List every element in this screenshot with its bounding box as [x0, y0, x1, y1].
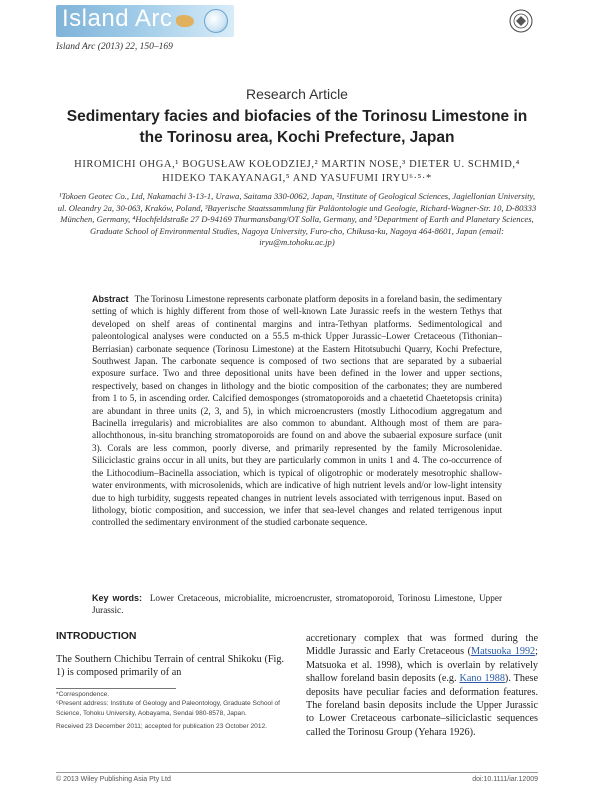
abstract-text: The Torinosu Limestone represents carbonate platform deposits in a foreland basin, the sedimentary setting of which is highly different from those of well-known Late Jurassic reefs in the western Tethys that developed on shelf areas of continental margins and intra-Tethyan platforms. Sedimentological and paleontological analyses were conducted on a 55.5 m-thick Upper Jurassic–Lower Cretaceous (Tithonian–Berriasian) carbonate sequence (Torinosu Limestone) at the Eastern Hitotsubuchi Quarry, Kochi Prefecture, Southwest Japan. The carbonate sequence is composed of two sections that are separated by a subaerial exposure surface. Two and three depositional units have been defined in the lower and upper sections, respectively, based on changes in lithology and the biotic composition of the carbonates; they are numbered from 1 to 5, in ascending order. Calcified demosponges (stromatoporoids and a chaetetid Chaetetopsis crinita) are abundant in three units (2, 3, and 5), in which microencrusters (mostly Lithocodium aggregatum and Bacinella irregularis) and microbialites are also common to abundant. Although most of them are para-allochthonous, in-situ branching stromatoporoids are found on and above the subaerial exposure surface (unit 3). Corals are less common, poorly diverse, and primarily represented by the family Microsolenidae. Siliciclastic grains occur in all units, but they are particularly common in units 1 and 4. The co-occurrence of the Lithocodium–Bacinella association, which is typical of oligotrophic or moderately mesotrophic shallow-water environments, with microsolenids, which are indicative of high nutrient levels and/or low-light intensity due to high turbidity, suggests repeated changes in nutrient levels associated with terrigenous input. Based on lithology, biotic composition, and succession, we infer that sea-level changes and related terrigenous input controlled the sedimentary environment of the studied carbonate sequence.: [92, 294, 502, 528]
page-footer: [56, 776, 538, 783]
banner-decoration: [176, 15, 194, 27]
copyright: © 2013 Wiley Publishing Asia Pty Ltd: [56, 776, 171, 783]
footnote-correspondence: *Correspondence.: [56, 691, 110, 698]
globe-icon: [204, 9, 228, 33]
article-type: Research Article: [246, 86, 348, 102]
affiliations: ¹Tokoen Geotec Co., Ltd, Nakamachi 3-13-1, Urawa, Saitama 330-0062, Japan, ²Institute of Geological Sciences, Jagiellonian University, ul. Oleandry 2a, 30-063, Kraków, Poland, ³Bayerische Staatssammlung für Paläontologie und Geologie, Richard-Wagner-Str. 10, D-80333 München, Germany, ⁴Hochfeldstraße 27 D-94169 Thurmansbang/OT Solla, Germany, and ⁵Department of Earth and Planetary Sciences, Graduate School of Environmental Studies, Nagoya University, Furo-cho, Chikusa-ku, Nagoya 464-8601, Japan (email: iryu@m.tohoku.ac.jp): [57, 191, 537, 248]
footnotes: [56, 690, 288, 732]
footer-divider: [56, 772, 538, 773]
author-line-2: HIDEKO TAKAYANAGI,⁵ AND YASUFUMI IRYU⁶·⁵·*: [162, 173, 432, 184]
introduction-right-column: [306, 632, 538, 739]
section-heading-introduction: INTRODUCTION: [56, 630, 137, 642]
journal-citation: Island Arc (2013) 22, 150–169: [56, 42, 173, 52]
keywords-text: Lower Cretaceous, microbialite, microencruster, stromatoporoid, Torinosu Limestone, Upper Jurassic.: [92, 593, 502, 616]
doi[interactable]: doi:10.1111/iar.12009: [472, 776, 538, 783]
abstract-block: [92, 293, 502, 529]
intro-text-part2: ; Matsuoka et al. 1998), which is overlain by relatively shallow foreland basin deposits (e.g.: [306, 646, 538, 685]
article-title: Sedimentary facies and biofacies of the Torinosu Limestone in the Torinosu area, Kochi Prefecture, Japan: [66, 108, 528, 146]
journal-banner: [56, 5, 234, 37]
journal-banner-title: Island Arc: [62, 5, 173, 32]
publisher-logo-icon: [508, 8, 534, 34]
intro-text-part3: ). These deposits have peculiar facies and deformation features. The foreland basin deposits include the Upper Jurassic to Lower Cretaceous carbonate–siliciclastic sequences called the Torinosu Group (Yehara 1926).: [306, 673, 538, 738]
author-line-1: HIROMICHI OHGA,¹ BOGUSŁAW KOŁODZIEJ,² MARTIN NOSE,³ DIETER U. SCHMID,⁴: [74, 159, 520, 170]
footnote-present-address: ⁶Present address: Institute of Geology and Paleontology, Graduate School of Science, Tohoku University, Aobayama, Sendai 980-8578, Japan.: [56, 700, 280, 717]
keywords-label: Key words:: [92, 593, 143, 603]
footnote-received: Received 23 December 2011; accepted for publication 23 October 2012.: [56, 723, 268, 731]
reference-link-matsuoka[interactable]: Matsuoka 1992: [471, 646, 536, 658]
footnote-divider: [56, 688, 176, 689]
author-list: [60, 158, 534, 186]
keywords-block: [92, 592, 502, 617]
introduction-left-column: The Southern Chichibu Terrain of central Shikoku (Fig. 1) is composed primarily of an: [56, 654, 284, 679]
intro-text-part1: accretionary complex that was formed during the Middle Jurassic and Early Cretaceous (: [306, 633, 538, 658]
reference-link-kano[interactable]: Kano 1988: [459, 673, 505, 685]
abstract-label: Abstract: [92, 294, 129, 304]
